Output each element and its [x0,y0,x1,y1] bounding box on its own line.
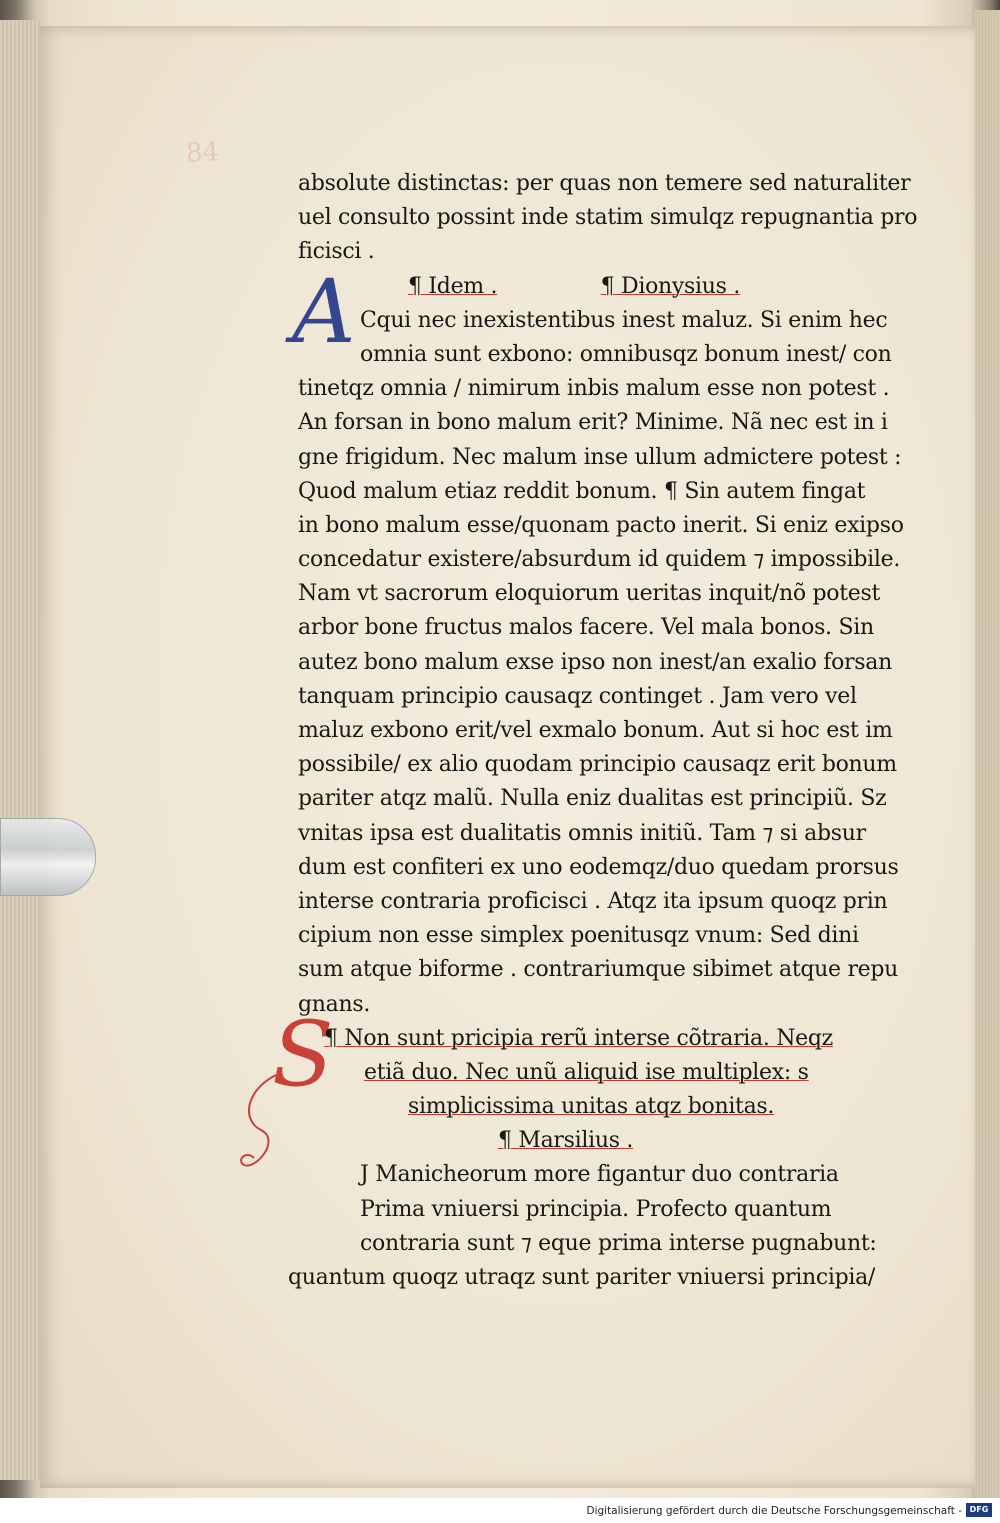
folio-stamp: 84 [185,137,220,169]
summary-line: etiã duo. Nec unũ aliquid ise multiplex: s [364,1059,809,1085]
text-line: interse contraria proficisci . Atqz ita ipsum quoqz prin [298,888,888,914]
text-line: absolute distinctas: per quas non temere sed naturaliter [298,171,911,196]
text-line: cipium non esse simplex poenitusqz vnum: Sed dini [298,923,859,949]
text-line: uel consulto possint inde statim simulqz repugnantia pro [298,205,918,231]
text-line: ficisci . [298,239,375,265]
text-line: maluz exbono erit/vel exmalo bonum. Aut si hoc est im [298,718,893,743]
initial-A: A [292,260,356,363]
summary-line: simplicissima unitas atqz bonitas. [408,1094,775,1120]
text-line: tanquam principio causaqz continget . Jam vero vel [298,683,857,709]
summary-line: ¶ Non sunt pricipia rerũ interse cõtraria. Neqz [324,1025,833,1051]
text-line: gne frigidum. Nec malum inse ullum admictere potest : [298,444,902,470]
text-line: omnia sunt exbono: omnibusqz bonum inest/ con [360,341,892,367]
text-line: Quod malum etiaz reddit bonum. ¶ Sin autem fingat [298,478,866,504]
text-line: concedatur existere/absurdum id quidem ⁊ impossibile. [298,547,901,573]
dfg-logo: DFG [966,1503,992,1517]
text-line: quantum quoqz utraqz sunt pariter vniuersi principia/ [288,1265,876,1290]
text-line: Nam vt sacrorum eloquiorum ueritas inquit/nõ potest [298,581,881,607]
text-line: in bono malum esse/quonam pacto inerit. Si eniz exipso [298,512,904,538]
text-line: dum est confiteri ex uno eodemqz/duo quedam prorsus [298,854,899,880]
footer-credit: Digitalisierung gefördert durch die Deutsche Forschungsgemeinschaft - [586,1505,962,1517]
text-line: contraria sunt ⁊ eque prima interse pugnabunt: [360,1230,877,1256]
section-heading [298,270,888,304]
heading-dionysius: ¶ Dionysius . [600,273,741,299]
right-page-edges [975,10,1000,1498]
text-line: possibile/ ex alio quodam principio causaqz erit bonum [298,752,897,778]
text-line: tinetqz omnia / nimirum inbis malum esse non potest . [298,376,890,402]
text-line: sum atque biforme . contrariumque sibimet atque repu [298,957,899,983]
text-line: gnans. [298,991,371,1017]
text-line: autez bono malum exse ipso non inest/an exalio forsan [298,649,892,675]
text-line: J Manicheorum more figantur duo contraria [360,1162,839,1188]
initial-flourish [236,1070,306,1180]
text-line: pariter atqz malũ. Nulla eniz dualitas est principiũ. Sz [298,786,887,812]
text-line: An forsan in bono malum erit? Minime. Nã nec est in i [298,410,888,436]
heading-idem: ¶ Idem . [408,273,498,299]
page-stack-edge [0,20,40,1480]
text-line: Cqui nec inexistentibus inest maluz. Si enim hec [360,307,888,333]
section-heading-marsilius: ¶ Marsilius . [498,1128,634,1154]
text-line: Prima vniuersi principia. Profecto quantum [360,1196,832,1222]
text-line: arbor bone fructus malos facere. Vel mala bonos. Sin [298,615,874,641]
text-line: vnitas ipsa est dualitatis omnis initiũ. Tam ⁊ si absur [298,820,866,846]
main-text [288,167,918,1295]
initial-S: S [272,1002,334,1107]
page-clip [0,818,96,896]
